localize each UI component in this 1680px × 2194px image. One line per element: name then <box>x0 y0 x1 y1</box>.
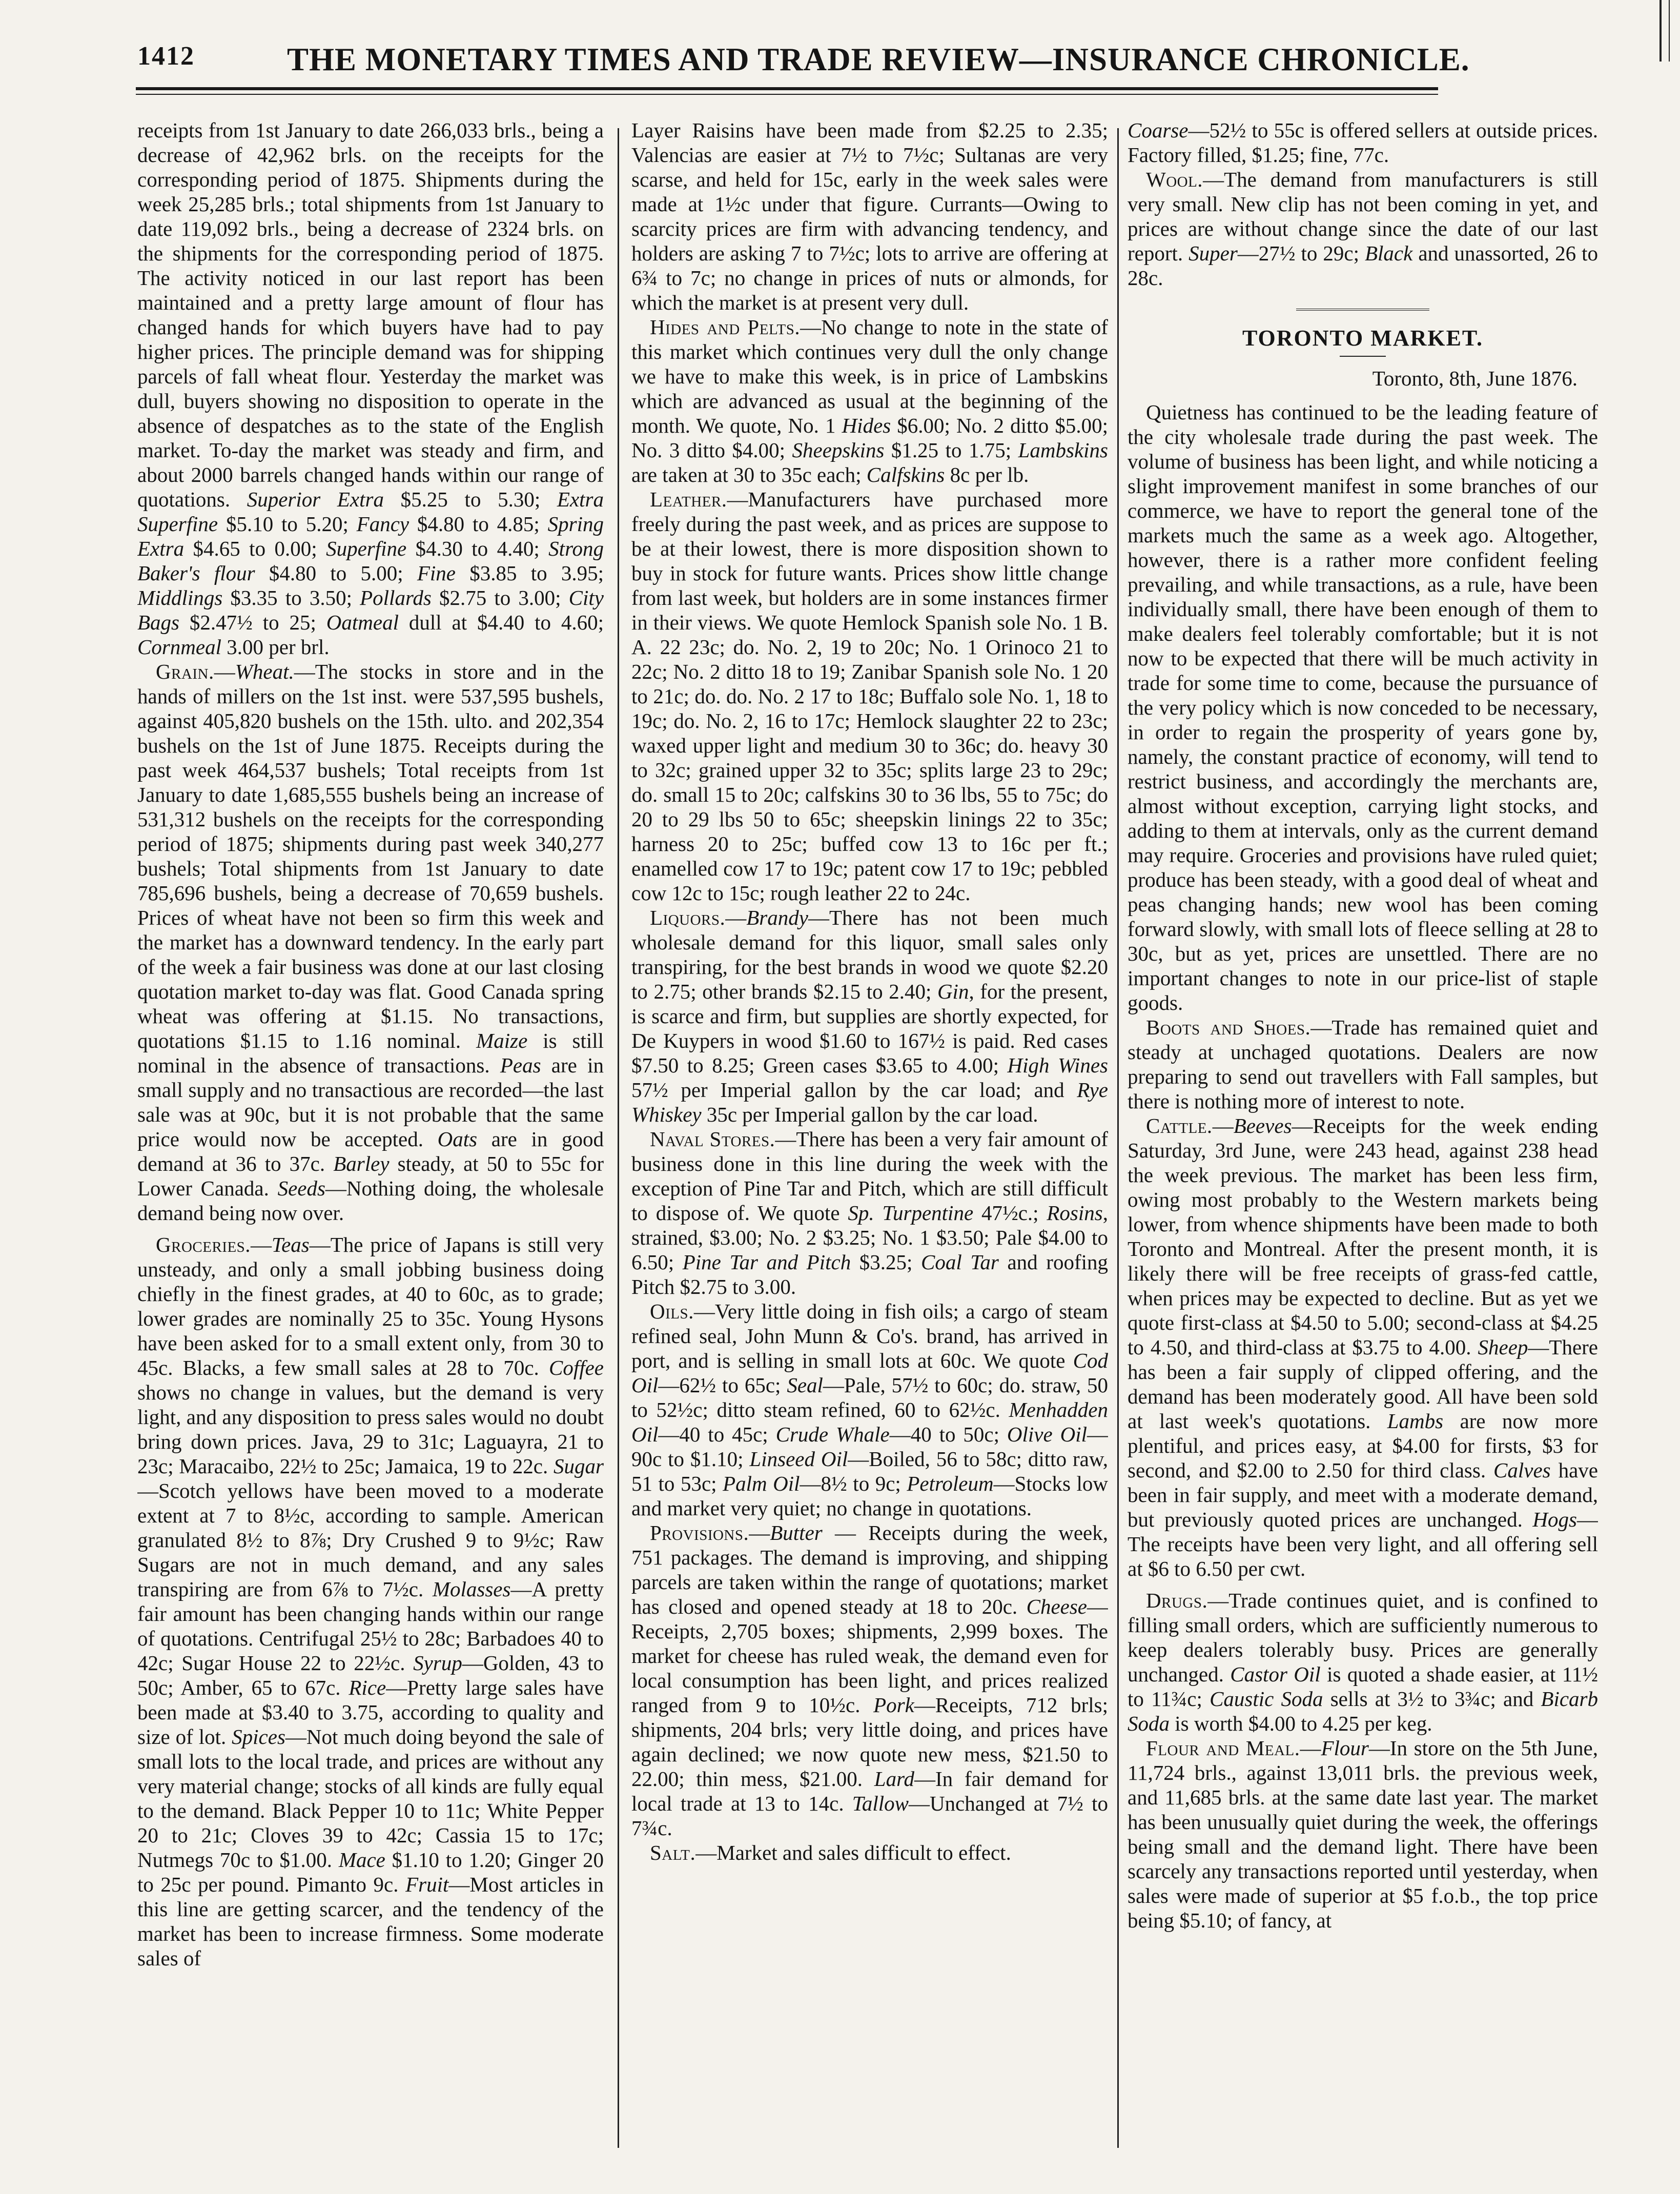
flour-grade-name: City Bags <box>137 586 604 634</box>
hides-text-c: $1.25 to 1.75; <box>884 438 1018 462</box>
salt-text: —Market and sales difficult to effect. <box>695 1841 1011 1864</box>
maize-label: Maize <box>476 1029 528 1052</box>
flour-grade-name: Spring Extra <box>137 512 604 560</box>
oils-text-a: —Very little doing in fish oils; a cargo of steam refined seal, John Munn & Co's. brand, has arrived in port, and is selling in small lots at 60c. We quote <box>631 1299 1108 1372</box>
sugar-label: Sugar <box>554 1454 604 1478</box>
column-1 <box>137 118 604 2163</box>
flour-grade-name: Cornmeal <box>137 635 221 659</box>
toronto-intro-paragraph: Quietness has continued to be the leading feature of the city wholesale trade during the past week. The volume of business has been light, and while noticing a slight improvement manifest in some branches of our commerce, we have to report the general tone of the markets much the same as a week ago. Altogether, however, there is a rather more confident feeling prevailing, and while transactions, as a rule, have been individually small, there have been enough of them to make dealers feel tolerably comfortable; but it is not now to be expected that there will be much activity in trade for some time to come, because the pursuance of the very policy which is now conceded to be necessary, in order to regain the prosperity of years gone by, namely, the constant practice of economy, will tend to restrict business, and accordingly the merchants are, almost without exception, carrying light stocks, and adding to them at intervals, only as the current demand may require. Groceries and provisions have ruled quiet; produce has been steady, with a good deal of wheat and peas changing hands; new wool has been coming forward slowly, with small lots of fleece selling at 28 to 30c, but as yet, prices are unsettled. There are no important changes to note in our price-list of staple goods. <box>1128 400 1598 1014</box>
leather-paragraph <box>631 487 1108 905</box>
grain-label: Grain. <box>156 660 214 683</box>
naval-stores-paragraph <box>631 1127 1108 1299</box>
flour-grade-name: Fancy <box>356 512 409 536</box>
flour-grade-name: Strong Baker's flour <box>137 537 604 585</box>
naval-text-a: —There has been a very fair amount of business done in this line during the week with the exception of Pine Tar and Pitch, which are still difficult to dispose of. We quote <box>631 1127 1108 1225</box>
sheep-label: Sheep <box>1478 1335 1528 1359</box>
fruit-label: Fruit <box>405 1873 449 1896</box>
rice-text: —Pretty large sales have been made at $3.40 to 3.75, according to quality and size of lot. <box>137 1676 604 1749</box>
boots-text: —Trade has remained quiet and steady at unchaged quotations. Dealers are now preparing to send out travellers with Fall samples, but there is nothing more of interest to note. <box>1128 1015 1598 1113</box>
drugs-text-b: is quoted a shade easier, at 11½ to 11¾c; <box>1128 1662 1598 1711</box>
drugs-text-d: is worth $4.00 to 4.25 per keg. <box>1170 1712 1432 1735</box>
flour-grade-name: Oatmeal <box>326 611 399 634</box>
seeds-label: Seeds <box>277 1176 325 1200</box>
flour-grade-price: $3.85 to 3.95; <box>456 561 604 585</box>
brandy-label: Brandy <box>746 906 808 929</box>
sheepskins-item: Sheepskins <box>792 438 885 462</box>
flour-grade-price: $4.65 to 0.00; <box>184 537 326 560</box>
wool-paragraph <box>1128 167 1598 290</box>
flour-grade-name: Pollards <box>360 586 432 610</box>
hides-text-d: are taken at 30 to 35c each; <box>631 463 867 486</box>
provisions-text-d: —In fair demand for local trade at 13 to 14c. <box>631 1767 1108 1815</box>
flour-label: Flour <box>1321 1736 1369 1760</box>
leather-label: Leather. <box>650 487 727 511</box>
oats-label: Oats <box>437 1127 478 1151</box>
coarse-paragraph <box>1128 118 1598 167</box>
drugs-paragraph <box>1128 1588 1598 1736</box>
flour-grade-price: $2.75 to 3.00; <box>431 586 569 610</box>
flour-grade-name: Superior Extra <box>247 487 384 511</box>
grain-text: —The stocks in store and in the hands of millers on the 1st inst. were 537,595 bushels, against 405,820 bushels on the 15th. ulto. and 202,354 bushels on the 1st of June 1875. Receipts during the past week 464,537 bushels; Total receipts from 1st January to date 1,685,555 bushels being an increase of 531,312 bushels on the receipts for the corresponding period of 1875; shipments during past week 340,277 bushels; Total shipments from 1st January to date 785,696 bushels, being a decrease of 70,659 bushels. Prices of wheat have not been so firm this week and the market has a downward tendency. In the early part of the week a fair business was done at our last closing quotation market to-day was flat. Good Canada spring wheat was offering at $1.15. No transactions, quotations $1.15 to 1.16 nominal. <box>137 660 604 1052</box>
oils-paragraph <box>631 1299 1108 1520</box>
teas-label: Teas <box>272 1233 310 1256</box>
oats-text: are in good demand at 36 to 37c. <box>137 1127 604 1175</box>
drugs-text-a: —Trade continues quiet, and is confined to filling small orders, which are sufficiently numerous to keep dealers tolerably busy. Prices are generally unchanged. <box>1128 1589 1598 1686</box>
flour-quotes <box>137 487 604 659</box>
seal-label: Seal <box>787 1373 823 1397</box>
dateline: Toronto, 8th, June 1876. <box>1372 367 1577 390</box>
oils-text-g: —Boiled, 56 to 58c; ditto raw, 51 to 53c; <box>631 1447 1108 1495</box>
salt-label: Salt. <box>650 1841 696 1864</box>
oils-label: Oils. <box>650 1299 694 1323</box>
wool-text-a: —The demand from manufacturers is still very small. New clip has not been coming in yet, and prices are without change since the date of our last report. <box>1128 168 1598 265</box>
oils-text-e: —40 to 50c; <box>889 1423 1007 1446</box>
flour-meal-text: —In store on the 5th June, 11,724 brls., against 13,011 brls. the previous week, and 11,685 brls. at the same date last year. The market has been unusually quiet during the week, the offerings being small and the demand light. There have been scarcely any transactions reported until yesterday, when sales were made of superior at $5 f.o.b., the top price being $5.10; of fancy, at <box>1128 1736 1598 1932</box>
groceries-paragraph: Groceries.—Teas—The price of Japans is still very unsteady, and only a small jobbing business doing chiefly in the finest grades, at 40 to 60c, as to grade; lower grades are nominally 25 to 35c. Young Hysons have been asked for to a small extent only, from 30 to 45c. Blacks, a few small sales at 28 to 70c. Coffee shows no change in values, but the demand is very light, and any disposition to press sales would no doubt bring down prices. Java, 29 to 31c; Laguayra, 21 to 23c; Maracaibo, 22½ to 25c; Jamaica, 19 to 22c. Sugar—Scotch yellows have been moved to a moderate extent at 7 to 8½c, according to sample. American granulated 8½ to 8⅞; Dry Crushed 9 to 9½c; Raw Sugars are not in much demand, and any sales transpiring are from 6⅞ to 7½c. Molasses—A pretty fair amount has been changing hands within our range of quotations. Centrifugal 25½ to 28c; Barbadoes 40 to 42c; Sugar House 22 to 22½c. Syrup—Golden, 43 to 50c; Amber, 65 to 67c. Rice—Pretty large sales have been made at $3.40 to 3.75, according to quality and size of lot. Spices—Not much doing beyond the sale of small lots to the local trade, and prices are without any very material change; stocks of all kinds are fully equal to the demand. Black Pepper 10 to 11c; White Pepper 20 to 21c; Cloves 39 to 42c; Cassia 15 to 17c; Nutmegs 70c to $1.00. Mace $1.10 to 1.20; Ginger 20 to 25c per pound. Pimanto 9c. Fruit—Most articles in this line are getting scarcer, and the tendency of the market has been to increase firmness. Some moderate sales of <box>137 1233 604 1970</box>
syrup-text: —Golden, 43 to 50c; Amber, 65 to 67c. <box>137 1651 604 1699</box>
cattle-label: Cattle. <box>1146 1114 1213 1137</box>
page-number: 1412 <box>137 42 195 71</box>
maize-text: is still nominal in the absence of transactions. <box>137 1029 604 1077</box>
tallow-label: Tallow <box>852 1792 909 1815</box>
boots-paragraph <box>1128 1015 1598 1113</box>
provisions-text-e: —Unchanged at 7½ to 7¾c. <box>631 1792 1108 1840</box>
flour-grade-price: $5.10 to 5.20; <box>218 512 357 536</box>
menhadden-label: Menhadden Oil <box>631 1398 1108 1446</box>
crude-whale-label: Crude Whale <box>775 1423 890 1446</box>
fruit-continuation-text: Layer Raisins have been made from $2.25 to 2.35; Valencias are easier at 7½ to 7½c; Sultanas are very scarse, and held for 15c, early in the week sales were made at 1½c under that figure. <box>631 118 1108 216</box>
header-rule <box>136 87 1438 90</box>
calfskins-item: Calfskins <box>866 463 945 486</box>
leather-text: —Manufacturers have purchased more freely during the past week, and as prices are suppose to be at their lowest, there is more disposition shown to buy in stock for future wants. Prices show little change from last week, but holders are in some instances firmer in their views. We quote Hemlock Spanish sole No. 1 B. A. 22 23c; do. No. 2, 19 to 20c; No. 1 Orinoco 21 to 22c; No. 2 ditto 18 to 19; Zanibar Spanish sole No. 1 20 to 21c; do. do. No. 2 17 to 18c; Buffalo sole No. 1, 18 to 19c; do. No. 2, 16 to 17c; Hemlock slaughter 22 to 23c; waxed upper light and medium 30 to 36c; do. heavy 30 to 32c; grained upper 32 to 35c; splits large 23 to 29c; do. small 15 to 20c; calfskins 30 to 36 lbs, 55 to 75c; do 20 to 29 lbs 50 to 65c; sheepskin linings 22 to 35c; harness 20 to 25c; buffed cow 13 to 16c per ft.; enamelled cow 17 to 19c; patent cow 17 to 19c; pebbled cow 12c to 15c; rough leather 22 to 24c. <box>631 487 1108 905</box>
naval-text-b: 47½c.; <box>973 1201 1047 1225</box>
currants-text: Currants—Owing to scarcity prices are firm with advancing tendency, and holders are asking 7 to 7½c; lots to arrive are offering at 6¾ to 7c; no change in prices of nuts or almonds, for which the market is at present very dull. <box>631 192 1108 314</box>
hides-item: Hides <box>842 414 891 437</box>
rice-label: Rice <box>349 1676 386 1699</box>
seeds-text: —Nothing doing, the wholesale demand being now over. <box>137 1176 604 1225</box>
liquors-text-c: 57½ per Imperial gallon by the car load; and <box>631 1078 1077 1102</box>
flour-grade-name: Superfine <box>326 537 407 560</box>
caustic-soda-label: Caustic Soda <box>1210 1687 1323 1711</box>
column-rule-2 <box>1117 128 1119 2148</box>
butter-label: Butter <box>770 1521 823 1545</box>
cattle-text-d: have been in fair supply, and meet with a moderate demand, but previously quoted prices are unchanged. <box>1128 1458 1598 1531</box>
drugs-label: Drugs. <box>1146 1589 1208 1612</box>
liquors-text-d: 35c per Imperial gallon by the car load. <box>701 1103 1038 1126</box>
wool-text-b: —27½ to 29c; <box>1237 241 1365 265</box>
header-rule-thin <box>136 94 1438 95</box>
lambs-label: Lambs <box>1387 1409 1444 1433</box>
oils-text-i: —Stocks low and market very quiet; no change in quotations. <box>631 1472 1108 1520</box>
palm-oil-label: Palm Oil <box>723 1472 800 1495</box>
teas-text: —The price of Japans is still very unsteady, and only a small jobbing business doing chiefly in the finest grades, at 40 to 60c, as to grade; lower grades are nominally 25 to 35c. Young Hysons have been asked for to a small extent only, from 30 to 45c. Blacks, a few small sales at 28 to 70c. <box>137 1233 604 1379</box>
boots-label: Boots and Shoes. <box>1146 1015 1311 1039</box>
barley-text: steady, at 50 to 55c for Lower Canada. <box>137 1152 604 1200</box>
naval-text-c: , strained, $3.00; No. 2 $3.25; No. 1 $3.50; Pale $4.00 to 6.50; <box>631 1201 1108 1274</box>
flour-grade-price: 3.00 per brl. <box>221 635 330 659</box>
turpentine-label: Sp. Turpentine <box>848 1201 974 1225</box>
liquors-label: Liquors. <box>650 906 726 929</box>
linseed-oil-label: Linseed Oil <box>749 1447 848 1471</box>
barley-label: Barley <box>333 1152 390 1175</box>
mace-text: $1.10 to 1.20; Ginger 20 to 25c per pound. Pimanto 9c. <box>137 1848 604 1896</box>
molasses-text: —A pretty fair amount has been changing hands within our range of quotations. Centrifugal 25½ to 28c; Barbadoes 40 to 42c; Sugar House 22 to 22½c. <box>137 1577 604 1675</box>
cheese-label: Cheese <box>1026 1595 1087 1618</box>
provisions-text-a: — Receipts during the week, 751 packages. The demand is improving, and shipping parcels are taken within the range of quotations; market has closed and opened steady at 18 to 20c. <box>631 1521 1108 1618</box>
black-label: Black <box>1365 241 1413 265</box>
rosins-label: Rosins <box>1047 1201 1103 1225</box>
castor-oil-label: Castor Oil <box>1230 1662 1321 1686</box>
hides-text-a: —No change to note in the state of this market which continues very dull the only change we have to make this week, is in price of Lambskins which are advanced as usual at the beginning of the month. We quote, No. 1 <box>631 315 1108 437</box>
wheat-label: Wheat. <box>235 660 294 683</box>
flour-grade-price: $4.80 to 5.00; <box>255 561 417 585</box>
pork-label: Pork <box>873 1693 914 1717</box>
sugar-text: —Scotch yellows have been moved to a moderate extent at 7 to 8½c, according to sample. American granulated 8½ to 8⅞; Dry Crushed 9 to 9½c; Raw Sugars are not in much demand, and any sales transpiring are from 6⅞ to 7½c. <box>137 1479 604 1601</box>
flour-grade-price: dull at $4.40 to 4.60; <box>398 611 604 634</box>
column-2 <box>631 118 1108 2163</box>
groceries-label: Groceries. <box>156 1233 251 1256</box>
liquors-text-b: , for the present, is scarce and firm, but supplies are shortly expected, for De Kuypers in wood $1.60 to 167½ is paid. Red cases $7.50 to 8.25; Green cases $3.65 to 4.00; <box>631 980 1108 1077</box>
flour-paragraph <box>137 118 604 659</box>
petroleum-label: Petroleum <box>907 1472 994 1495</box>
peas-label: Peas <box>500 1053 541 1077</box>
peas-text: are in small supply and no transactious are recorded—the last sale was at 90c, but it is not probable that the same price would now be accepted. <box>137 1053 604 1151</box>
flour-grade-name: Middlings <box>137 586 223 610</box>
provisions-label: Provisions. <box>650 1521 749 1545</box>
section-divider <box>1296 309 1429 313</box>
super-label: Super <box>1189 241 1238 265</box>
gin-label: Gin <box>937 980 969 1003</box>
molasses-label: Molasses <box>432 1577 511 1601</box>
column-rule-1 <box>618 128 619 2148</box>
hides-text-e: 8c per lb. <box>945 463 1029 486</box>
spices-label: Spices <box>232 1725 285 1749</box>
oils-text-f: —90c to $1.10; <box>631 1423 1108 1471</box>
coffee-label: Coffee <box>548 1356 604 1379</box>
high-wines-label: High Wines <box>1007 1053 1108 1077</box>
beeves-label: Beeves <box>1233 1114 1292 1137</box>
oils-text-c: —Pale, 57½ to 60c; do. straw, 50 to 52½c; ditto steam refined, 60 to 62½c. <box>631 1373 1108 1421</box>
hogs-label: Hogs <box>1532 1508 1577 1531</box>
drugs-text-c: sells at 3½ to 3¾c; and <box>1323 1687 1541 1711</box>
calves-label: Calves <box>1493 1458 1551 1482</box>
flour-grade-price: $3.35 to 3.50; <box>222 586 360 610</box>
heading-rule <box>1340 356 1386 357</box>
wool-text-c: and unassorted, 26 to 28c. <box>1128 241 1598 290</box>
liquors-paragraph: Liquors.—Brandy—There has not been much wholesale demand for this liquor, small sales only transpiring, for the best brands in wood we quote $2.20 to 2.75; other brands $2.15 to 2.40; Gin, for the present, is scarce and firm, but supplies are shortly expected, for De Kuypers in wood $1.60 to 167½ is paid. Red cases $7.50 to 8.25; Green cases $3.65 to 4.00; High Wines 57½ per Imperial gallon by the car load; and Rye Whiskey 35c per Imperial gallon by the car load. <box>631 906 1108 1126</box>
liquors-text-a: —There has not been much wholesale demand for this liquor, small sales only transpiring, for the best brands in wood we quote $2.20 to 2.75; other brands $2.15 to 2.40; <box>631 906 1108 1003</box>
provisions-text-b: —Receipts, 2,705 boxes; shipments, 2,999 boxes. The market for cheese has ruled weak, the demand even for local consumption has been light, and prices realized ranged from 9 to 10½c. <box>631 1595 1108 1717</box>
spices-text: —Not much doing beyond the sale of small lots to the local trade, and prices are without any very material change; stocks of all kinds are fully equal to the demand. Black Pepper 10 to 11c; White Pepper 20 to 21c; Cloves 39 to 42c; Cassia 15 to 17c; Nutmegs 70c to $1.00. <box>137 1725 604 1872</box>
wool-label: Wool. <box>1146 168 1203 191</box>
cattle-paragraph: Cattle.—Beeves—Receipts for the week ending Saturday, 3rd June, were 243 head, against 238 head the week previous. The market has been less firm, owing most probably to the Western markets being lower, from whence shipments have been made to both Toronto and Montreal. After the present month, it is likely there will be free receipts of grass-fed cattle, when prices may be expected to decline. But as yet we quote first-class at $4.50 to 5.00; second-class at $4.25 to 4.50, and third-class at $3.75 to 4.00. Sheep—There has been a fair supply of clipped offering, and the demand has been moderately good. All have been sold at last week's quotations. Lambs are now more plentiful, and prices easy, at $4.00 for firsts, $3 for second, and $2.00 to 2.50 for third class. Calves have been in fair supply, and meet with a moderate demand, but previously quoted prices are unchanged. Hogs—The receipts have been very light, and all offering sell at $6 to 6.50 per cwt. <box>1128 1114 1598 1580</box>
hides-text-b: $6.00; No. 2 ditto $5.00; No. 3 ditto $4.00; <box>631 414 1108 462</box>
provisions-paragraph: Provisions.—Butter — Receipts during the week, 751 packages. The demand is improving, and shipping parcels are taken within the range of quotations; market has closed and opened steady at 18 to 20c. Cheese—Receipts, 2,705 boxes; shipments, 2,999 boxes. The market for cheese has ruled weak, the demand even for local consumption has been light, and prices realized ranged from 9 to 10½c. Pork—Receipts, 712 brls; shipments, 204 brls; very little doing, and prices have again declined; we now quote new mess, $21.50 to 22.00; thin mess, $21.00. Lard—In fair demand for local trade at 13 to 14c. Tallow—Unchanged at 7½ to 7¾c. <box>631 1521 1108 1840</box>
coal-tar-label: Coal Tar <box>921 1250 999 1274</box>
coffee-text: shows no change in values, but the demand is very light, and any disposition to press sales would no doubt bring down prices. Java, 29 to 31c; Laguayra, 21 to 23c; Maracaibo, 22½ to 25c; Jamaica, 19 to 22c. <box>137 1380 604 1478</box>
flour-grade-price: $5.25 to 5.30; <box>383 487 557 511</box>
hides-paragraph <box>631 315 1108 487</box>
oils-text-d: —40 to 45c; <box>658 1423 776 1446</box>
cattle-text-b: —There has been a fair supply of clipped offering, and the demand has been moderately good. All have been sold at last week's quotations. <box>1128 1335 1598 1433</box>
flour-grade-name: Fine <box>417 561 456 585</box>
cattle-text-a: —Receipts for the week ending Saturday, 3rd June, were 243 head, against 238 head the week previous. The market has been less firm, owing most probably to the Western markets being lower, from whence shipments have been made to both Toronto and Montreal. After the present month, it is likely there will be free receipts of grass-fed cattle, when prices may be expected to decline. But as yet we quote first-class at $4.50 to 5.00; second-class at $4.25 to 4.50, and third-class at $3.75 to 4.00. <box>1128 1114 1598 1359</box>
provisions-text-c: —Receipts, 712 brls; shipments, 204 brls; very little doing, and prices have again declined; we now quote new mess, $21.50 to 22.00; thin mess, $21.00. <box>631 1693 1108 1791</box>
flour-meal-paragraph: Flour and Meal.—Flour—In store on the 5th June, 11,724 brls., against 13,011 brls. the previous week, and 11,685 brls. at the same date last year. The market has been unusually quiet during the week, the offerings being small and the demand light. There have been scarcely any transactions reported until yesterday, when sales were made of superior at $5 f.o.b., the top price being $5.10; of fancy, at <box>1128 1736 1598 1932</box>
oils-text-h: —8½ to 9c; <box>800 1472 907 1495</box>
syrup-label: Syrup <box>413 1651 462 1675</box>
column-3 <box>1128 118 1598 2163</box>
oils-text-b: —62½ to 65c; <box>658 1373 787 1397</box>
lard-label: Lard <box>874 1767 915 1791</box>
rye-whiskey-label: Rye Whiskey <box>631 1078 1108 1126</box>
flour-meal-label: Flour and Meal. <box>1146 1736 1300 1760</box>
cattle-text-c: are now more plentiful, and prices easy, at $4.00 for firsts, $3 for second, and $2.00 to 2.50 for third class. <box>1128 1409 1598 1482</box>
running-head: THE MONETARY TIMES AND TRADE REVIEW—INSURANCE CHRONICLE. <box>287 42 1470 77</box>
olive-oil-label: Olive Oil <box>1007 1423 1087 1446</box>
salt-paragraph <box>631 1840 1108 1865</box>
flour-grade-price: $4.80 to 4.85; <box>409 512 548 536</box>
cod-oil-label: Cod Oil <box>631 1349 1108 1397</box>
naval-stores-label: Naval Stores. <box>650 1127 775 1151</box>
fruit-continuation <box>631 118 1108 315</box>
bicarb-soda-label: Bicarb Soda <box>1128 1687 1598 1735</box>
mace-label: Mace <box>338 1848 385 1872</box>
flour-continuation-text: receipts from 1st January to date 266,033 brls., being a decrease of 42,962 brls. on the receipts for the corresponding period of 1875. Shipments during the week 25,285 brls.; total shipments from 1st January to date 119,092 brls., being a decrease of 2324 brls. on the shipments for the corresponding period of 1875. The activity noticed in our last report has been maintained and a pretty large amount of flour has changed hands for which buyers have had to pay higher prices. The principle demand was for shipping parcels of fall wheat flour. Yesterday the market was dull, buyers showing no disposition to operate in the absence of despatches as to the state of the English market. To-day the market was steady and firm, and about 2000 barrels changed hands within our range of quotations. <box>137 118 604 511</box>
cattle-text-e: —The receipts have been very light, and all offering sell at $6 to 6.50 per cwt. <box>1128 1508 1598 1580</box>
flour-grade-name: Extra Superfine <box>137 487 604 536</box>
fruit-text: —Most articles in this line are getting scarcer, and the tendency of the market has been to increase firmness. Some moderate sales of <box>137 1873 604 1970</box>
grain-paragraph: Grain.—Wheat.—The stocks in store and in the hands of millers on the 1st inst. were 537,595 bushels, against 405,820 bushels on the 15th. ulto. and 202,354 bushels on the 1st of June 1875. Receipts during the past week 464,537 bushels; Total receipts from 1st January to date 1,685,555 bushels being an increase of 531,312 bushels on the receipts for the corresponding period of 1875; shipments during past week 340,277 bushels; Total shipments from 1st January to date 785,696 bushels, being a decrease of 70,659 bushels. Prices of wheat have not been so firm this week and the market has a downward tendency. In the early part of the week a fair business was done at our last closing quotation market to-day was flat. Good Canada spring wheat was offering at $1.15. No transactions, quotations $1.15 to 1.16 nominal. Maize is still nominal in the absence of transactions. Peas are in small supply and no transactious are recorded—the last sale was at 90c, but it is not probable that the same price would now be accepted. Oats are in good demand at 36 to 37c. Barley steady, at 50 to 55c for Lower Canada. Seeds—Nothing doing, the wholesale demand being now over. <box>137 660 604 1225</box>
toronto-market-heading: TORONTO MARKET. <box>1242 326 1484 351</box>
naval-text-e: and roofing Pitch $2.75 to 3.00. <box>631 1250 1108 1298</box>
page-edge-mark <box>1659 0 1670 62</box>
lambskins-item: Lambskins <box>1018 438 1108 462</box>
pine-tar-label: Pine Tar and Pitch <box>682 1250 851 1274</box>
hides-label: Hides and Pelts. <box>650 315 801 339</box>
naval-text-d: $3.25; <box>851 1250 921 1274</box>
flour-grade-price: $4.30 to 4.40; <box>406 537 549 560</box>
flour-grade-price: $2.47½ to 25; <box>179 611 326 634</box>
coarse-text: —52½ to 55c is offered sellers at outside prices. Factory filled, $1.25; fine, 77c. <box>1128 118 1598 167</box>
coarse-label: Coarse <box>1128 118 1189 142</box>
